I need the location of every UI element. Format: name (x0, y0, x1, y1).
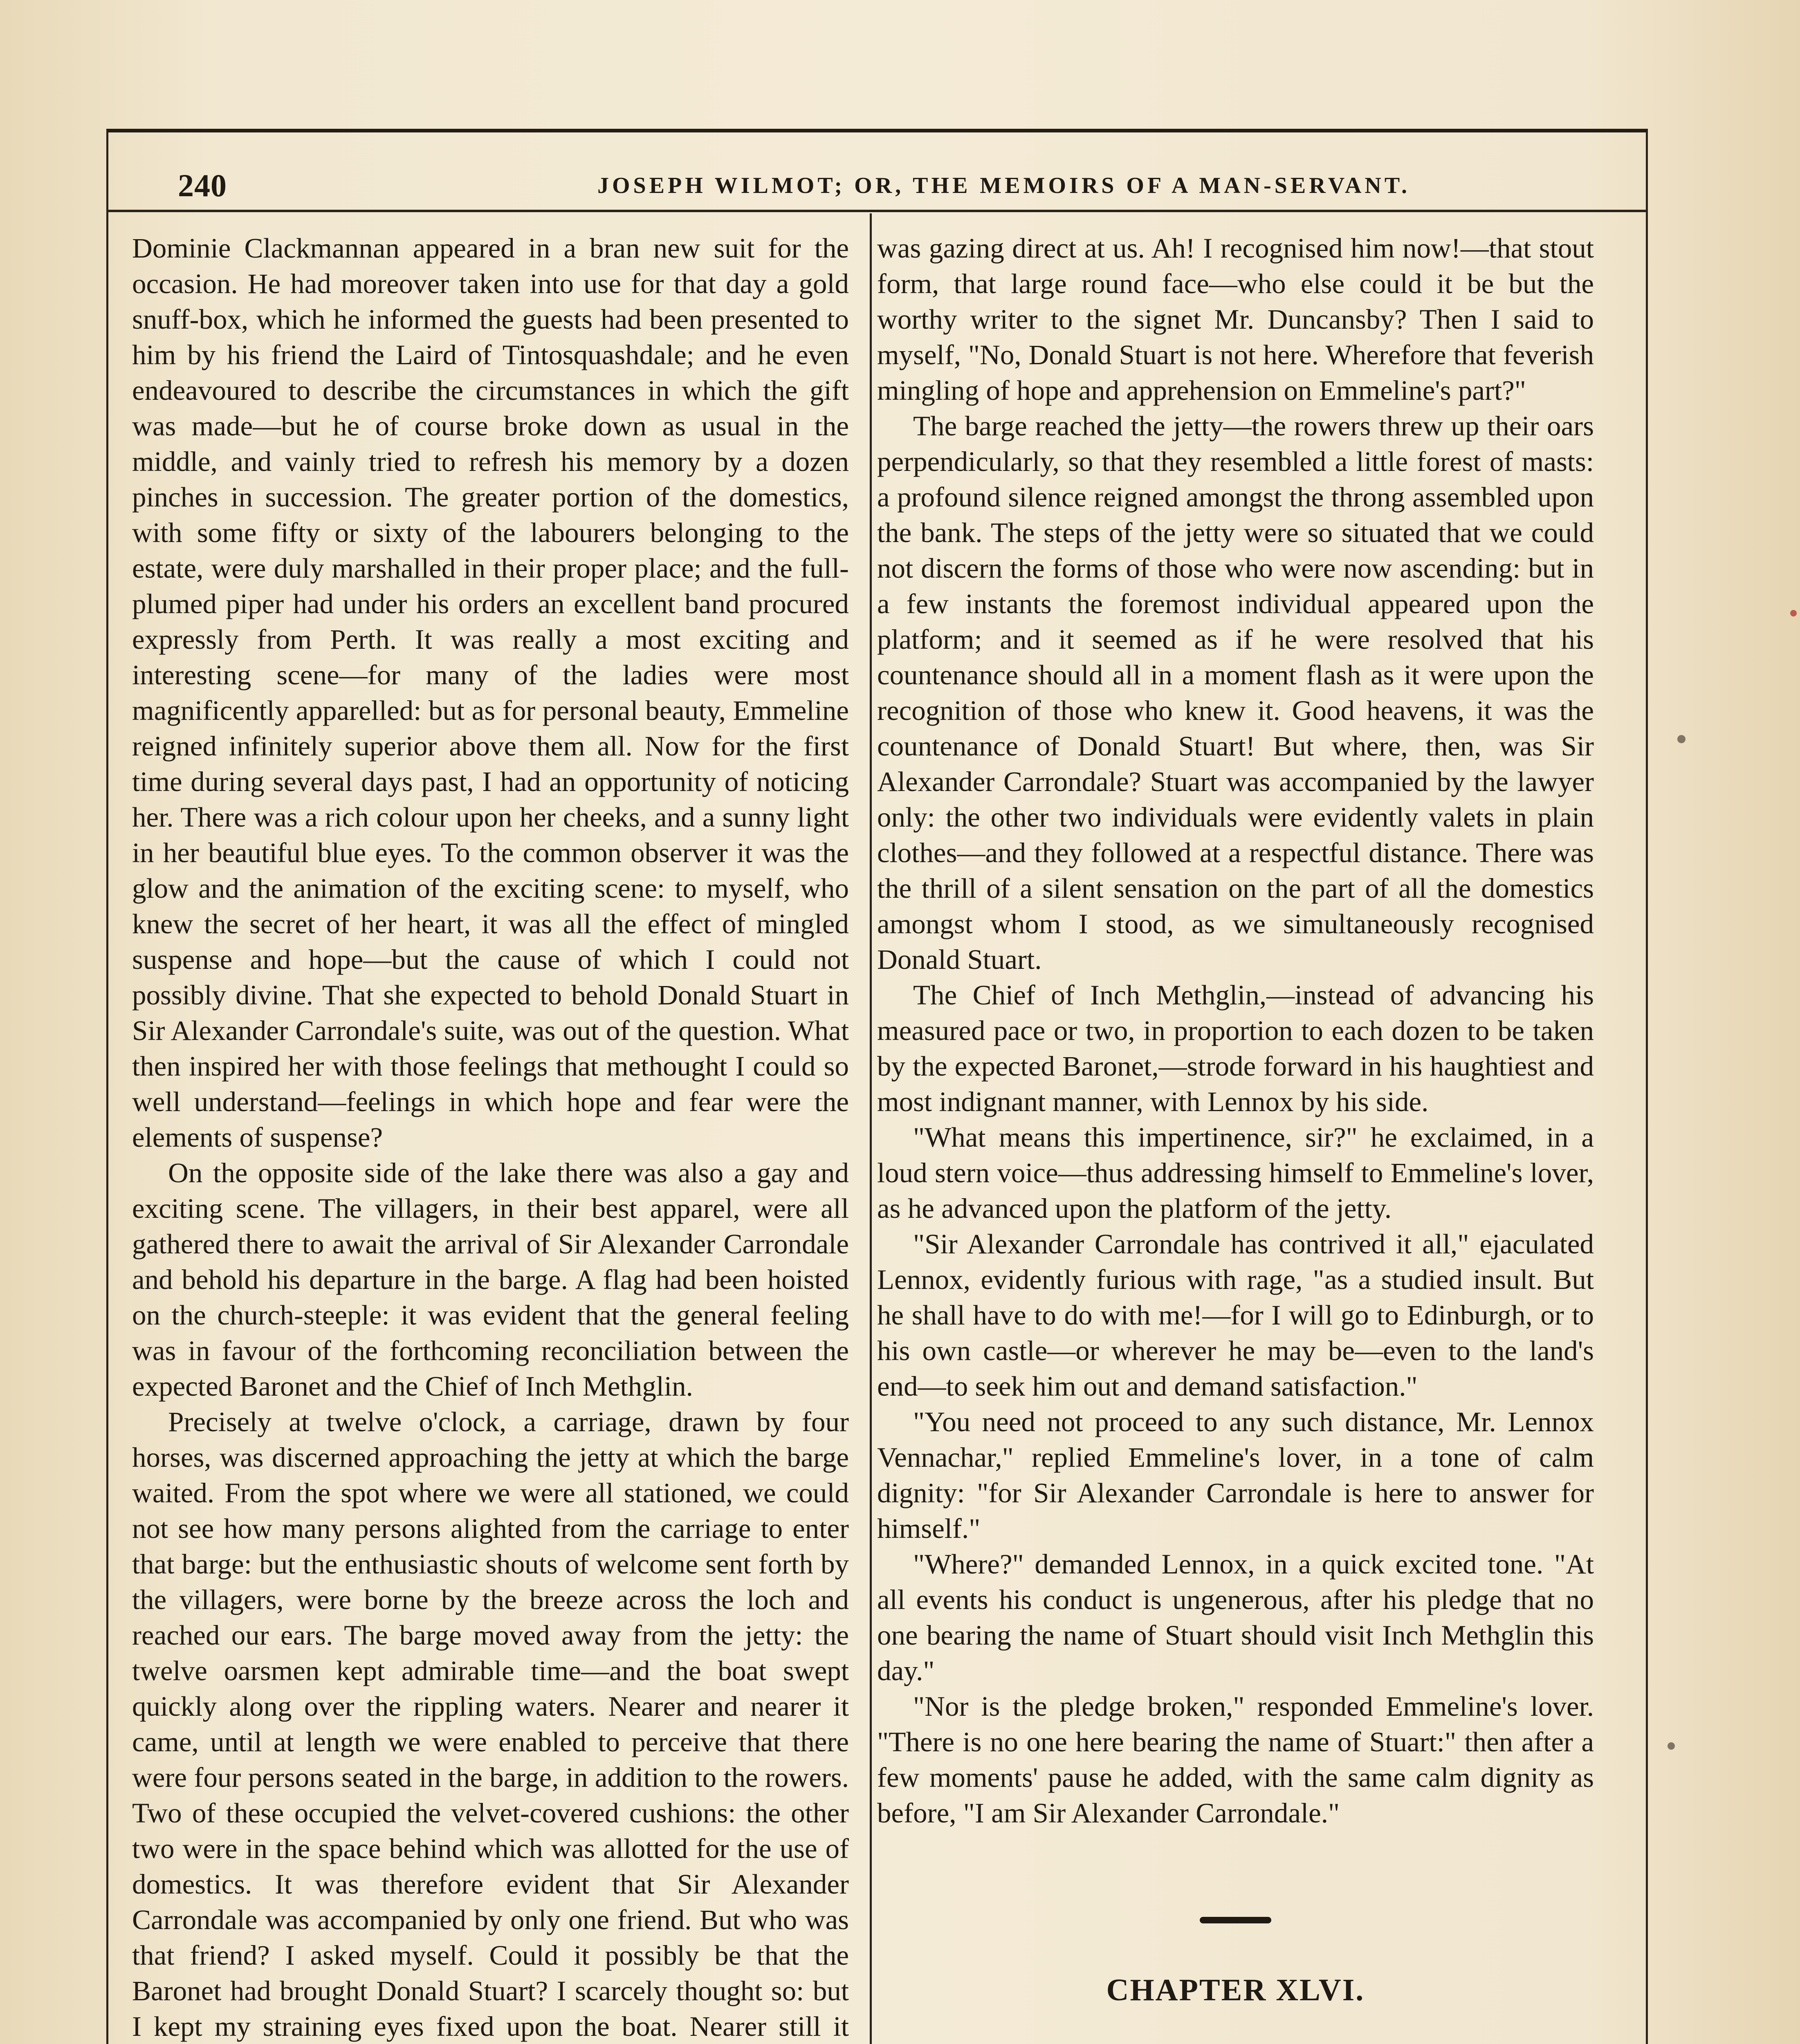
page-frame (106, 129, 1648, 2044)
right-paragraph-8: "Nor is the pledge broken," responded Emmeline's lover. "There is no one here bearing the name of Stuart:" then after a few moments' pause he added, with the same calm dignity as before, "I am Sir Alexander Carrondale." (877, 1691, 1594, 1829)
left-paragraph-2: On the opposite side of the lake there was also a gay and exciting scene. The villagers, in their best apparel, were all gathered there to await the arrival of Sir Alexander Carrondale and behold his departure in the barge. A flag had been hoisted on the church-steeple: it was evident that the general feeling was in favour of the forthcoming reconciliation between the expected Baronet and the Chief of Inch Methglin. (132, 1157, 849, 1402)
paper-spot (1790, 610, 1797, 616)
page-number: 240 (178, 168, 227, 203)
page-header (108, 132, 1646, 212)
paper-spot (1668, 1742, 1675, 1750)
chapter-title: CHAPTER XLVI. (1106, 1973, 1365, 2007)
right-paragraph-1: was gazing direct at us. Ah! I recognised him now!—that stout form, that large round face—who else could it be but the worthy writer to the signet Mr. Duncansby? Then I said to myself, "No, Donald Stuart is not here. Wherefore that feverish mingling of hope and apprehension on Emmeline's part?" (877, 233, 1594, 406)
column-divider (870, 213, 872, 2044)
left-column (132, 231, 849, 2044)
right-paragraph-4: "What means this impertinence, sir?" he exclaimed, in a loud stern voice—thus addressing himself to Emmeline's lover, as he advanced upon the platform of the jetty. (877, 1122, 1594, 1224)
right-paragraph-5: "Sir Alexander Carrondale has contrived it all," ejaculated Lennox, evidently furious with rage, "as a studied insult. But he shall have to do with me!—for I will go to Edinburgh, or to his own castle—or wherever he may be—even to the land's end—to seek him out and demand satisfaction." (877, 1228, 1594, 1402)
chapter-ornament-rule (1200, 1917, 1271, 1923)
right-paragraph-2: The barge reached the jetty—the rowers threw up their oars perpendicularly, so that they resembled a little forest of masts: a profound silence reigned amongst the throng assembled upon the bank. The steps of the jetty were so situated that we could not discern the forms of those who were now ascending: but in a few instants the foremost individual appeared upon the platform; and it seemed as if he were resolved that his countenance should all in a moment flash as it were upon the recognition of those who knew it. Good heavens, it was the countenance of Donald Stuart! But where, then, was Sir Alexander Carrondale? Stuart was accompanied by the lawyer only: the other two individuals were evidently valets in plain clothes—and they followed at a respectful distance. There was the thrill of a silent sensation on the part of all the domestics amongst whom I stood, as we simultaneously recognised Donald Stuart. (877, 410, 1594, 975)
right-paragraph-6: "You need not proceed to any such distance, Mr. Lennox Vennachar," replied Emmeline's lover, in a tone of calm dignity: "for Sir Alexander Carrondale is here to answer for himself." (877, 1406, 1594, 1544)
left-paragraph-3: Precisely at twelve o'clock, a carriage, drawn by four horses, was discerned approaching the jetty at which the barge waited. From the spot where we were all stationed, we could not see how many persons alighted from the carriage to enter that barge: but the enthusiastic shouts of welcome sent forth by the villagers, were borne by the breeze across the loch and reached our ears. The barge moved away from the jetty: the twelve oarsmen kept admirable time—and the boat swept quickly along over the rippling waters. Nearer and nearer it came, until at length we were enabled to perceive that there were four persons seated in the barge, in addition to the rowers. Two of these occupied the velvet-covered cushions: the other two were in the space behind which was allotted for the use of domestics. It was therefore evident that Sir Alexander Carrondale was accompanied by only one friend. But who was that friend? I asked myself. Could it possibly be that the Baronet had brought Donald Stuart? I scarcely thought so: but I kept my straining eyes fixed upon the boat. Nearer still it (132, 1406, 849, 2042)
running-title: JOSEPH WILMOT; OR, THE MEMOIRS OF A MAN-SERVANT. (597, 173, 1411, 198)
right-column (877, 231, 1594, 2044)
left-paragraph-1: Dominie Clackmannan appeared in a bran new suit for the occasion. He had moreover taken into use for that day a gold snuff-box, which he informed the guests had been presented to him by his friend the Laird of Tintosquashdale; and he even endeavoured to describe the circumstances in which the gift was made—but he of course broke down as usual in the middle, and vainly tried to refresh his memory by a dozen pinches in succession. The greater portion of the domestics, with some fifty or sixty of the labourers belonging to the estate, were duly marshalled in their proper place; and the full-plumed piper had under his orders an excellent band procured expressly from Perth. It was really a most exciting and interesting scene—for many of the ladies were most magnificently apparelled: but as for personal beauty, Emmeline reigned infinitely superior above them all. Now for the first time during several days past, I had an opportunity of noticing her. There was a rich colour upon her cheeks, and a sunny light in her beautiful blue eyes. To the common observer it was the glow and the animation of the exciting scene: to myself, who knew the secret of her heart, it was all the effect of mingled suspense and hope—but the cause of which I could not possibly divine. That she expected to behold Donald Stuart in Sir Alexander Carrondale's suite, was out of the question. What then inspired her with those feelings that methought I could so well understand—feelings in which hope and fear were the elements of suspense? (132, 233, 849, 1153)
right-paragraph-3: The Chief of Inch Methglin,—instead of advancing his measured pace or two, in proportion to each dozen to be taken by the expected Baronet,—strode forward in his haughtiest and most indignant manner, with Lennox by his side. (877, 979, 1594, 1117)
paper-spot (1677, 735, 1686, 743)
right-paragraph-7: "Where?" demanded Lennox, in a quick excited tone. "At all events his conduct is ungenerous, after his pledge that no one bearing the name of Stuart should visit Inch Methglin this day." (877, 1549, 1594, 1686)
